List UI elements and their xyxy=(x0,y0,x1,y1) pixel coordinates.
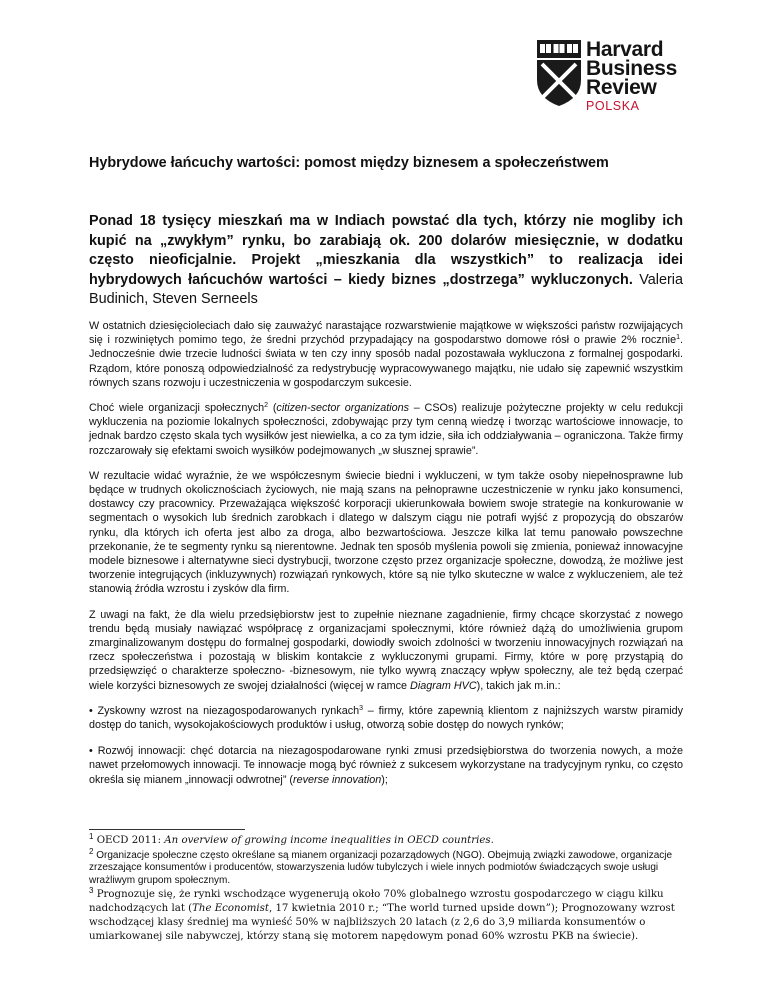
bullet-2-text-a: • Rozwój innowacji: chęć dotarcia na niezagospodarowane rynki zmusi przedsiębiorstwa do tworzenia nowych, a może nawet przełomowych innowacji. Te innowacje mogą być również z sukcesem wykorzystane na tradycyjnym rynku, co często określa się mianem „innowacji odwrotnej” ( xyxy=(89,745,683,786)
article-lead xyxy=(89,212,683,310)
footnote-ref-1: 1 xyxy=(676,334,680,342)
paragraph-2-italic: citizen-sector organizations xyxy=(276,402,410,415)
bullet-1-text-a: • Zyskowny wzrost na niezagospodarowanych rynkach xyxy=(89,704,360,717)
logo-edition: POLSKA xyxy=(586,99,640,113)
paragraph-4-text-b: ), takich jak m.in.: xyxy=(476,679,561,692)
article-body xyxy=(89,319,683,798)
logo-line-1: Harvard xyxy=(586,38,664,61)
footnote-2-text: Organizacje społeczne często określane są mianem organizacji pozarządowych (NGO). Obejmują związki zawodowe, organizacje zrzeszające konsumentów i producentów, stowarzyszenia ludów tubylczych i wiele innych podmiotów świadczących swoje usługi wrażliwym grupom społecznym. xyxy=(89,850,673,886)
bullet-2-text-b: ); xyxy=(381,773,388,786)
footnote-3-text-b: , 17 kwietnia 2010 r.; “The world turned upside down”); Prognozowany wzrost wschodzącej klasy średniej ma wynieść 50% w najbliższych 20 latach (z 2,6 do 3,9 miliarda konsumentów o umiarkowanej sile nabywczej, którzy staną się motorem napędowym ponad 60% wzrostu PKB na świecie). xyxy=(89,903,675,943)
paragraph-1 xyxy=(89,319,683,390)
footnote-3-text-a: Prognozuje się, że rynki wschodzące wygenerują około 70% globalnego wzrostu gospodarczego w ciągu kilku nadchodzących lat ( xyxy=(89,889,664,915)
paragraph-3: W rezultacie widać wyraźnie, że we współczesnym świecie biedni i wykluczeni, w tym także osoby niepełnosprawne lub będące w trudnych okolicznościach życiowych, nie mają szans na pełnoprawne uczestniczenie w rynku jako konsumenci, dostawcy czy pracownicy. Przeważająca większość korporacji ukierunkowała bowiem swoje strategie na konkurowanie w segmentach o wysokich lub średnich zarobkach i dlatego w dalszym ciągu nie potrafi wyjść z propozycją do obszarów rynku, dla których ich oferta jest albo za droga, albo bezwartościowa. Jeszcze kilka lat temu panowało powszechne przekonanie, że te segmenty rynku są nierentowne. Jednak ten sposób myślenia powoli się zmienia, ponieważ innowacyjne modele biznesowe i alternatywne sieci dystrybucji, tworzone często przez organizacje społeczne, dowodzą, że możliwe jest tworzenie integrujących (inkluzywnych) rozwiązań rynkowych, które są nie tylko skuteczne w walce z wykluczeniem, ale też stanowią źródła wzrostu i zysków dla firm. xyxy=(89,469,683,596)
footnotes xyxy=(89,834,683,944)
footnote-3 xyxy=(89,888,683,944)
article-title: Hybrydowe łańcuchy wartości: pomost między biznesem a społeczeństwem xyxy=(89,155,609,171)
footnote-ref-2: 2 xyxy=(264,402,269,410)
bullet-1-text-b: – firmy, które zapewnią klientom z najniższych warstw piramidy dostęp do tanich, wysokojakościowych produktów i usług, otworzą sobie dostęp do nowych rynków; xyxy=(89,704,683,732)
footnote-3-number: 3 xyxy=(89,886,94,896)
bullet-2-italic: reverse innovation xyxy=(293,773,382,786)
logo-line-3: Review xyxy=(586,76,657,99)
footnote-2 xyxy=(89,847,683,887)
paragraph-4-italic: Diagram HVC xyxy=(410,679,477,692)
footnote-1-number: 1 xyxy=(89,832,94,841)
paragraph-2-text-b: – CSOs) realizuje pożyteczne projekty w celu redukcji wykluczenia na poziomie lokalnych społeczności, zdobywając przy tym cenną wiedzę i tworząc wartościowe innowacje, to jednak bardzo często skala tych wysiłków jest niewielka, a co za tym idzie, siła ich oddziaływania – ograniczona. Także firmy rozczarowały się efektami swoich wysiłków podejmowanych „w słusznej sprawie”. xyxy=(89,402,683,457)
footnote-ref-3: 3 xyxy=(359,704,364,712)
paragraph-1-text-a: W ostatnich dziesięcioleciach dało się zauważyć narastające rozwarstwienie majątkowe w większości państw rozwijających się i rozwiniętych pomimo tego, że średni przychód przypadający na gospodarstwo domowe rósł o prawie 2% rocznie xyxy=(89,320,683,347)
bullet-1 xyxy=(89,704,683,732)
paragraph-4 xyxy=(89,608,683,693)
footnote-1-italic: An overview of growing income inequalities in OECD countries. xyxy=(164,835,494,846)
paragraph-4-text-a: Z uwagi na fakt, że dla wielu przedsiębiorstw jest to zupełnie nieznane zagadnienie, firmy chcące skorzystać z nowego trendu będą musiały nawiązać współpracę z organizacjami społecznymi, które również dążą do umożliwienia grupom zmarginalizowanym dostępu do formalnej gospodarki, dowiodły swoich zdolności w tworzeniu innowacyjnych rozwiązań na rzecz społeczeństwa i pozostają w bliskim kontakcie z wykluczonymi grupami. Firmy, które w porę przystąpią do przedsięwzięć o charakterze społeczno- -biznesowym, nie tylko wywrą znaczący wpływ społeczny, ale też będą czerpać wiele korzyści biznesowych ze swojej działalności (więcej w ramce xyxy=(89,608,683,692)
bullet-2 xyxy=(89,744,683,787)
paragraph-1-text-b: . Jednocześnie dwie trzecie ludności świata w ten czy inny sposób nadal pozostawała wykluczona z formalnej gospodarki. Rządom, które ponoszą odpowiedzialność za redystrybucję wypracowywanego majątku, nie udało się zapewnić wszystkim równych szans rozwoju i uczestniczenia w gospodarczym sukcesie. xyxy=(89,334,683,389)
lead-text: Ponad 18 tysięcy mieszkań ma w Indiach powstać dla tych, którzy nie mogliby ich kupić na „zwykłym” rynku, bo zarabiają ok. 200 dolarów miesięcznie, w dodatku często nieoficjalnie. Projekt „mieszkania dla wszystkich” to realizacja idei hybrydowych łańcuchów wartości – kiedy biznes „dostrzega” wykluczonych. xyxy=(89,213,683,288)
paragraph-2-text-a: Choć wiele organizacji społecznych xyxy=(89,402,265,415)
footnote-separator xyxy=(89,829,245,830)
logo-line-2: Business xyxy=(586,57,677,80)
footnote-1 xyxy=(89,834,683,848)
paragraph-2: Choć wiele organizacji społecznych$^2$ (citizen-sector organizations – CSOs) realizuje pożyteczne projekty w celu redukcji wykluczenia na poziomie lokalnych społeczności, zdobywając przy tym cenną wiedzę i tworząc wartościowe innowacje, to jednak bardzo często skala tych wysiłków jest niewielka, a co za tym idzie, siła ich oddziaływania – ograniczona. Także firmy rozczarowały się efektami swoich wysiłków podejmowanych „w słusznej sprawie”. xyxy=(89,402,683,457)
footnote-2-number: 2 xyxy=(89,847,94,856)
authors: Valeria Budinich, Steven Serneels xyxy=(89,271,683,308)
harvard-shield-icon xyxy=(537,40,581,106)
hbr-logo xyxy=(537,40,727,112)
footnote-3-italic: The Economist xyxy=(192,903,269,915)
footnote-1-text: OECD 2011: xyxy=(96,835,165,846)
